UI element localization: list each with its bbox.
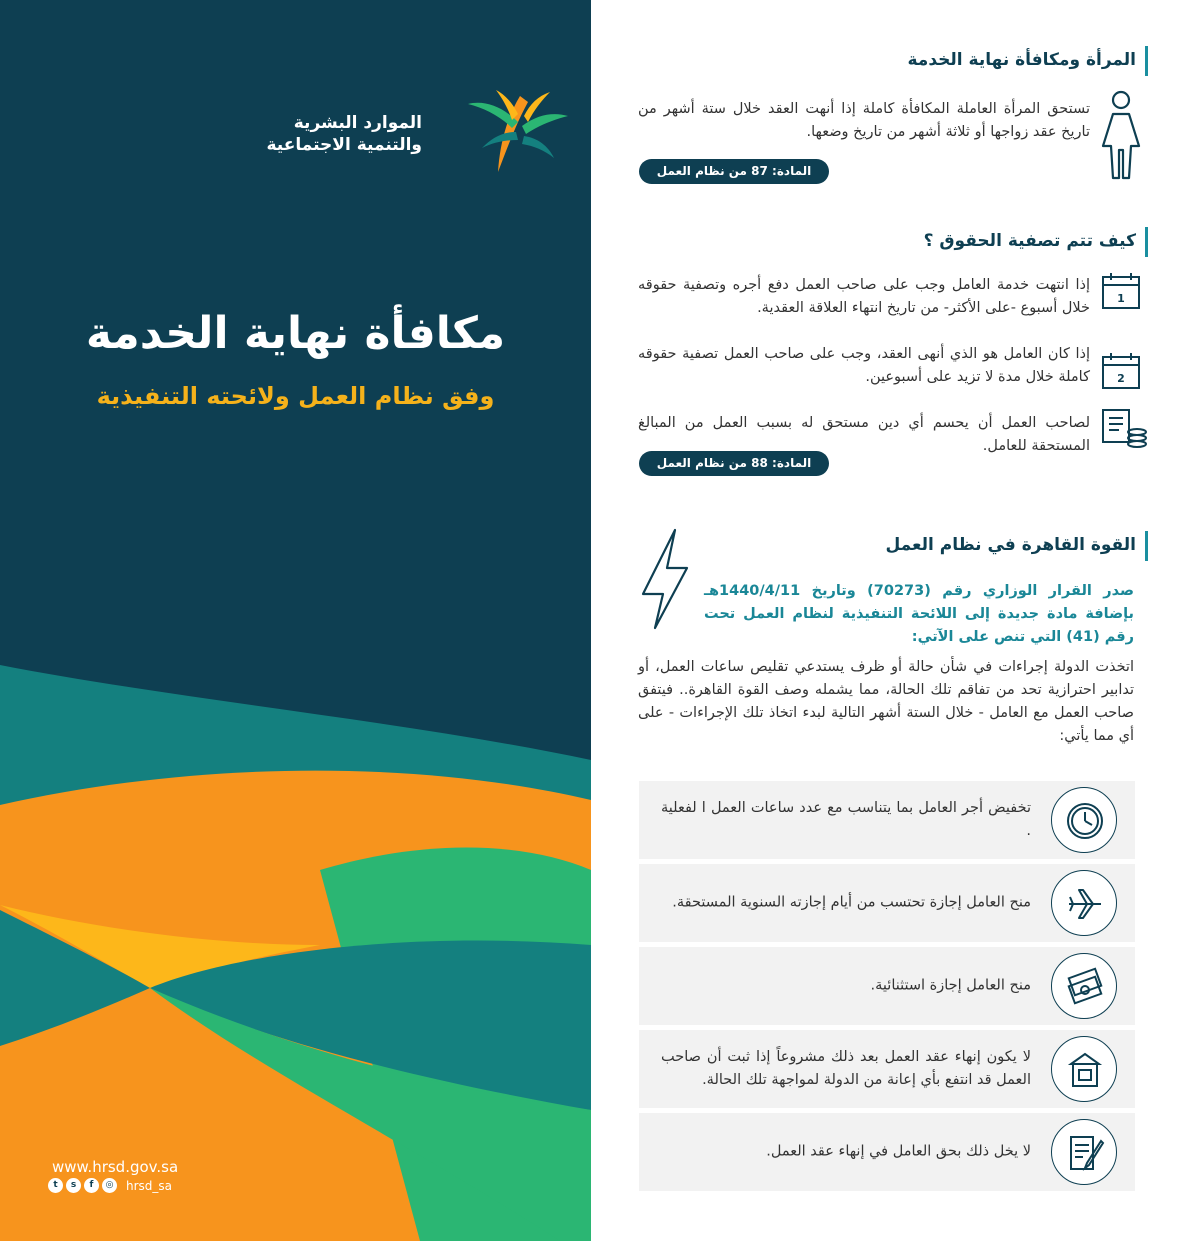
twitter-icon[interactable]: t (48, 1178, 63, 1193)
option-card-termination-aid (639, 1030, 1135, 1108)
option-text: منح العامل إجازة استثنائية. (870, 977, 1031, 994)
government-aid-icon (1051, 1036, 1117, 1102)
article-87-badge: المادة: 87 من نظام العمل (639, 159, 829, 184)
woman-icon (1099, 90, 1143, 180)
calendar-2-number: 2 (1117, 372, 1125, 385)
force-majeure-body: اتخذت الدولة إجراءات في شأن حالة أو ظرف يستدعي تقليص ساعات العمل، أو تدابير احترازية تحد من تفاقم تلك الحالة، مما يشمله وصف القوة القاهرة.. فيتفق صاحب العمل مع العامل - خلال الستة أشهر التالية لبدء اتخاذ تلك الإجراءات - على أي مما يأتي: (638, 659, 1134, 744)
page-subtitle: وفق نظام العمل ولائحته التنفيذية (96, 382, 495, 410)
contract-icon (1051, 1119, 1117, 1185)
content-panel (591, 0, 1182, 1241)
option-card-reduce-wage (639, 781, 1135, 859)
option-text: لا يخل ذلك بحق العامل في إنهاء عقد العمل. (766, 1143, 1031, 1160)
option-text: تخفيض أجر العامل بما يتناسب مع عدد ساعات العمل ا لفعلية . (661, 800, 1031, 839)
calendar-1-number: 1 (1117, 292, 1125, 305)
ministry-logo (266, 86, 568, 176)
ministerial-decision: صدر القرار الوزاري رقم (70273) وتاريخ 1440/4/11هـ بإضافة مادة جديدة إلى اللائحة التنفيذية لنظام العمل تحت رقم (41) التي تنص على الآتي: (704, 583, 1134, 645)
money-icon (1051, 953, 1117, 1019)
social-handle: hrsd_sa (126, 1178, 173, 1193)
settlement-item-1: إذا انتهت خدمة العامل وجب على صاحب العمل دفع أجره وتصفية حقوقه خلال أسبوع -على الأكثر- من تاريخ انتهاء العلاقة العقدية. (638, 277, 1090, 316)
facebook-icon[interactable]: f (84, 1178, 99, 1193)
palm-logo-icon (458, 86, 568, 176)
calendar-1-icon (1101, 272, 1141, 310)
option-card-exceptional-leave (639, 947, 1135, 1025)
snapchat-icon[interactable]: s (66, 1178, 81, 1193)
lightning-icon (639, 528, 689, 630)
article-88-badge: المادة: 88 من نظام العمل (639, 451, 829, 476)
logo-line-1: الموارد البشرية (293, 113, 422, 133)
clock-icon (1051, 787, 1117, 853)
calendar-2-icon (1101, 352, 1141, 390)
settlement-item-2: إذا كان العامل هو الذي أنهى العقد، وجب على صاحب العمل تصفية حقوقه كاملة خلال مدة لا تزيد على أسبوعين. (638, 346, 1090, 385)
section-heading-settlement: كيف تتم تصفية الحقوق ؟ (924, 231, 1146, 251)
receipt-coins-icon (1099, 406, 1149, 450)
section-heading-women: المرأة ومكافأة نهاية الخدمة (907, 50, 1146, 70)
social-links (48, 1178, 172, 1193)
option-card-worker-right (639, 1113, 1135, 1191)
women-paragraph: تستحق المرأة العاملة المكافأة كاملة إذا أنهت العقد خلال ستة أشهر من تاريخ عقد زواجها أو ثلاثة أشهر من تاريخ وضعها. (638, 101, 1090, 140)
option-text: منح العامل إجازة تحتسب من أيام إجازته السنوية المستحقة. (672, 894, 1031, 911)
instagram-icon[interactable]: ◎ (102, 1178, 117, 1193)
airplane-icon (1051, 870, 1117, 936)
logo-line-2: والتنمية الاجتماعية (266, 135, 422, 155)
website-link[interactable]: www.hrsd.gov.sa (52, 1158, 179, 1176)
page-title: مكافأة نهاية الخدمة (85, 308, 506, 359)
logo-text (222, 112, 422, 156)
section-heading-force-majeure: القوة القاهرة في نظام العمل (885, 535, 1146, 555)
option-text: لا يكون إنهاء عقد العمل بعد ذلك مشروعاً إذا ثبت أن صاحب العمل قد انتفع بأي إعانة من الدولة لمواجهة تلك الحالة. (661, 1049, 1031, 1088)
option-card-annual-leave (639, 864, 1135, 942)
settlement-item-3: لصاحب العمل أن يحسم أي دين مستحق له بسبب العمل من المبالغ المستحقة للعامل. (638, 415, 1090, 454)
